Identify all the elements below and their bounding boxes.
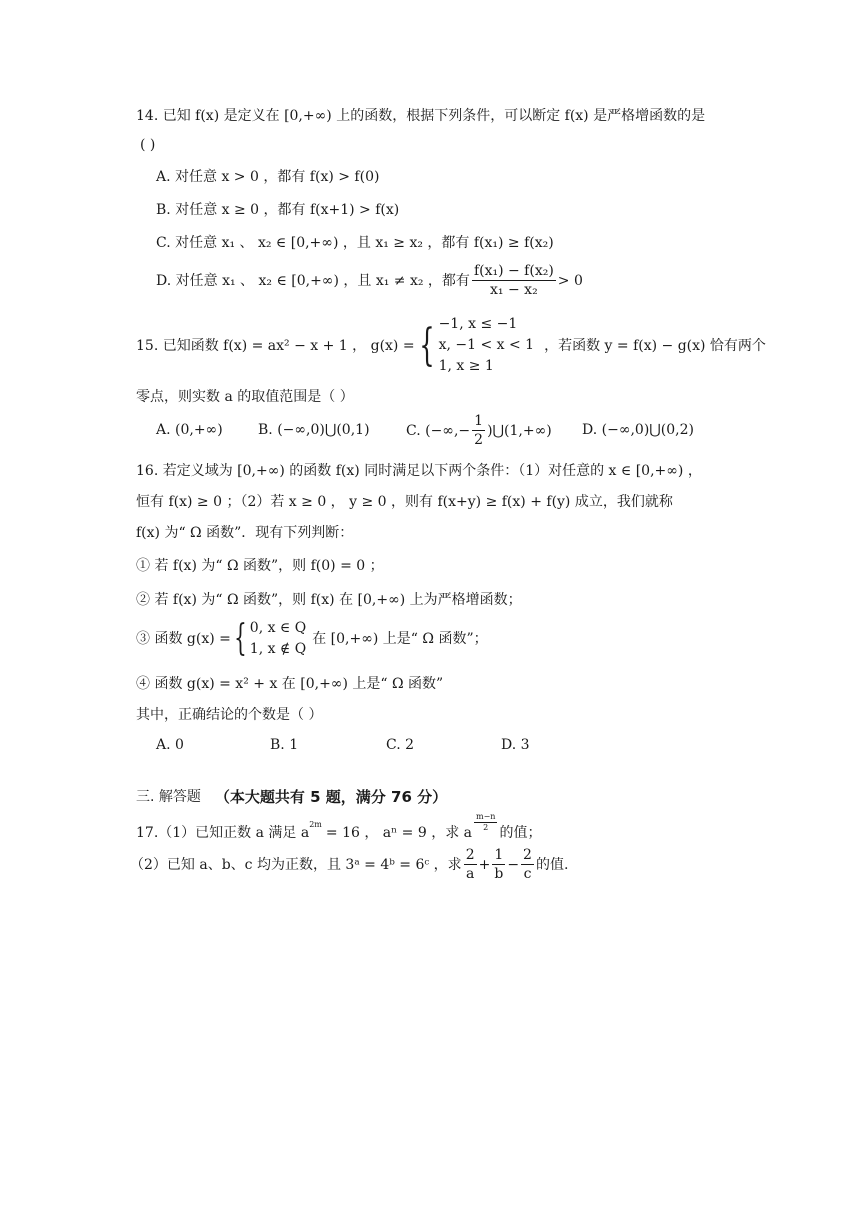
- q16-brace: {: [234, 618, 247, 659]
- section-3-heading: [136, 787, 447, 807]
- q15-stem-line1: [136, 314, 766, 377]
- q14-option-d-fraction: [472, 262, 556, 299]
- q15-option-b: B. (−∞,0)⋃(0,1): [258, 422, 370, 438]
- q16-statement-4: ④ 函数 g(x) = x² + x 在 [0,+∞) 上是“ Ω 函数”: [136, 676, 444, 692]
- q15-option-c-head: C. (−∞,−: [406, 422, 471, 439]
- q17-f3-numerator: 2: [523, 847, 532, 863]
- q15-option-c-tail: )⋃(1,+∞): [487, 422, 552, 439]
- q17-part-2-tail: 的值.: [535, 856, 569, 873]
- q14-option-d-text: D. 对任意 x₁ 、 x₂ ∈ [0,+∞) ，且 x₁ ≠ x₂ ，都有: [156, 272, 470, 289]
- q17-fraction-2-over-a: [464, 846, 477, 883]
- q15-case-3: 1, x ≥ 1: [438, 358, 494, 374]
- q15-option-c-denominator: 2: [474, 432, 484, 448]
- q17-part-2-head: （2）已知 a、b、c 均为正数，且 3ᵃ = 4ᵇ = 6ᶜ ，求: [130, 856, 462, 873]
- section-3-title: 三. 解答题: [136, 789, 201, 805]
- q15-option-d: D. (−∞,0)⋃(0,2): [582, 422, 694, 438]
- q14-option-c: C. 对任意 x₁ 、 x₂ ∈ [0,+∞) ，且 x₁ ≥ x₂ ，都有 f(x₁) ≥ f(x₂): [156, 235, 554, 251]
- q14-stem-line1: 14. 已知 f(x) 是定义在 [0,+∞) 上的函数，根据下列条件，可以断定 f(x) 是严格增函数的是: [136, 108, 706, 124]
- q14-option-d-numerator: f(x₁) − f(x₂): [473, 263, 554, 279]
- q17-part-1-exponent-fraction: [474, 812, 497, 833]
- section-3-note: （本大题共有 5 题，满分 76 分）: [214, 788, 448, 806]
- q16-case-2: 1, x ∉ Q: [249, 641, 307, 657]
- q14-option-a: A. 对任意 x > 0 ，都有 f(x) > f(0): [156, 169, 380, 185]
- q17-f2-numerator: 1: [494, 847, 504, 863]
- q16-question: 其中，正确结论的个数是（ ）: [136, 707, 323, 723]
- q16-statement-2: ② 若 f(x) 为“ Ω 函数”，则 f(x) 在 [0,+∞) 上为严格增函数；: [136, 592, 522, 608]
- q14-option-b: B. 对任意 x ≥ 0 ，都有 f(x+1) > f(x): [156, 202, 400, 218]
- q17-part-1-exponent: 2m: [309, 820, 322, 829]
- q14-option-d-denominator: x₁ − x₂: [490, 282, 538, 298]
- q15-stem-head: 15. 已知函数 f(x) = ax² − x + 1 ， g(x) =: [136, 337, 415, 354]
- q17-part-1-head: 17.（1）已知正数 a 满足 a: [136, 825, 310, 841]
- q15-brace: {: [418, 319, 435, 371]
- q16-option-a: A. 0: [156, 737, 184, 753]
- q16-case-1: 0, x ∈ Q: [249, 620, 307, 636]
- q17-exp-denominator: 2: [483, 823, 489, 832]
- q17-exp-numerator: m−n: [476, 812, 496, 821]
- q15-option-a: A. (0,+∞): [156, 422, 223, 438]
- q17-fraction-2-over-c: [521, 846, 534, 883]
- q14-option-d-tail: > 0: [557, 272, 583, 289]
- q16-option-c: C. 2: [386, 737, 415, 753]
- q15-piecewise: [439, 314, 535, 377]
- q16-statement-3-tail: 在 [0,+∞) 上是“ Ω 函数”；: [312, 631, 488, 647]
- q17-f3-denominator: c: [523, 866, 532, 882]
- q17-minus-sign: −: [507, 856, 520, 873]
- q17-plus-sign: +: [478, 856, 491, 873]
- q17-part-1-mid: = 16 ， aⁿ = 9 ，求 a: [325, 825, 472, 841]
- q15-option-c-fraction: [472, 412, 485, 449]
- q16-piecewise: [250, 618, 306, 660]
- q17-fraction-1-over-b: [492, 846, 505, 883]
- q15-case-2: x, −1 < x < 1: [438, 337, 535, 353]
- q17-part-1-tail: 的值；: [499, 825, 542, 841]
- q16-option-d: D. 3: [501, 737, 530, 753]
- q16-line3: f(x) 为“ Ω 函数”．现有下列判断：: [136, 525, 354, 541]
- q15-case-1: −1, x ≤ −1: [438, 316, 518, 332]
- q15-stem-line2: 零点，则实数 a 的取值范围是（ ）: [136, 389, 354, 405]
- q17-f2-denominator: b: [494, 866, 504, 882]
- q16-statement-3-head: ③ 函数 g(x) =: [136, 631, 231, 647]
- q15-option-c-numerator: 1: [474, 413, 484, 429]
- q14-answer-bracket: ( ): [140, 137, 156, 153]
- q15-stem-tail: ，若函数 y = f(x) − g(x) 恰有两个: [544, 337, 766, 354]
- q15-option-c: [406, 412, 552, 449]
- q16-option-b: B. 1: [270, 737, 299, 753]
- q14-option-d: [156, 262, 583, 299]
- q17-part-2: [130, 846, 568, 883]
- q17-f1-numerator: 2: [465, 847, 475, 863]
- q17-f1-denominator: a: [465, 866, 475, 882]
- q17-part-1: [136, 812, 542, 843]
- q16-line1: 16. 若定义域为 [0,+∞) 的函数 f(x) 同时满足以下两个条件：（1）对任意的 x ∈ [0,+∞) ，: [136, 463, 702, 479]
- q16-line2: 恒有 f(x) ≥ 0 ；（2）若 x ≥ 0 ， y ≥ 0 ，则有 f(x+y) ≥ f(x) + f(y) 成立，我们就称: [136, 494, 673, 510]
- q16-statement-1: ① 若 f(x) 为“ Ω 函数”，则 f(0) = 0 ；: [136, 558, 384, 574]
- q16-statement-3: [136, 618, 488, 660]
